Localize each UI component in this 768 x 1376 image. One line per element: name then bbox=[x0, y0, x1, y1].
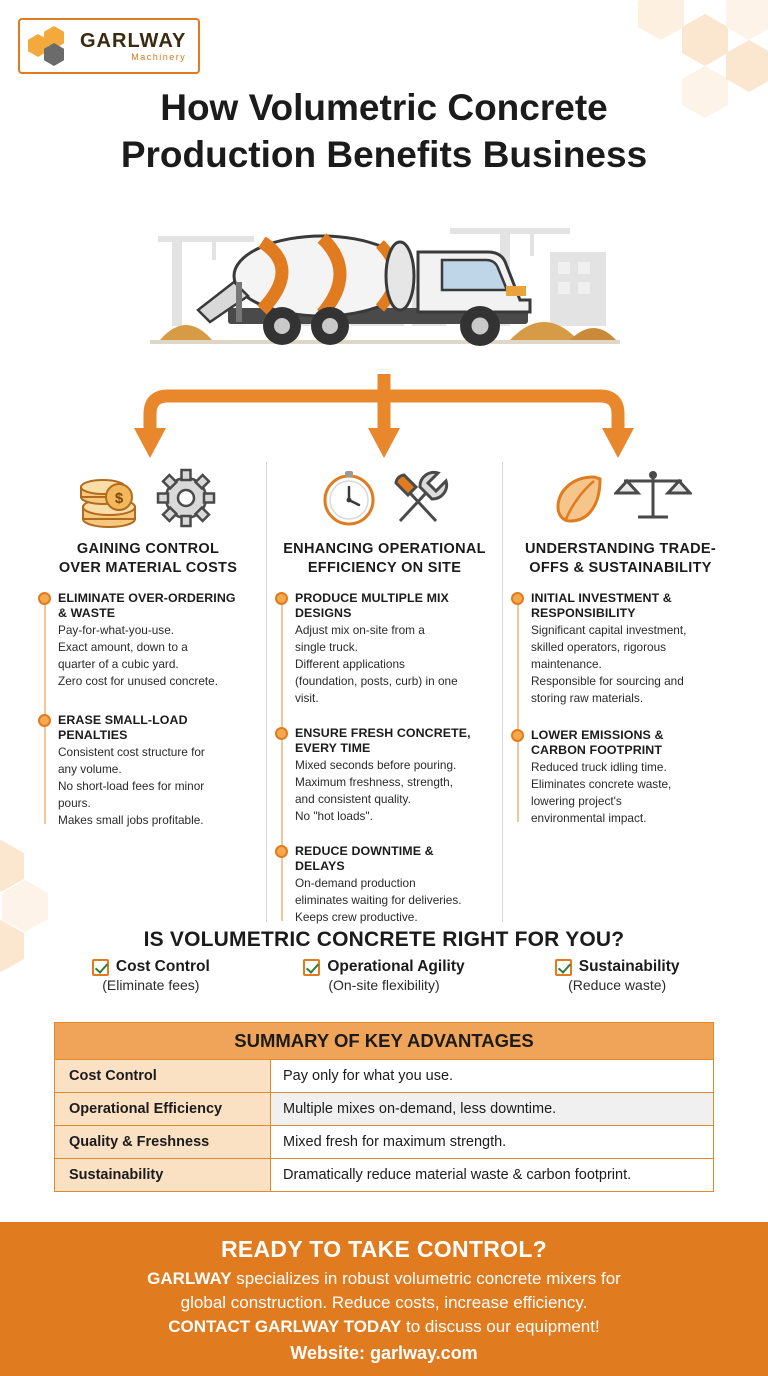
item-line: single truck. bbox=[295, 639, 358, 654]
item-line: No short-load fees for minor bbox=[58, 779, 205, 794]
item-line: pours. bbox=[58, 796, 91, 811]
tools-icon bbox=[386, 467, 452, 529]
item-line: Consistent cost structure for bbox=[58, 744, 205, 759]
footer-title: READY TO TAKE CONTROL? bbox=[220, 1236, 548, 1262]
item-line: Responsible for sourcing and bbox=[531, 674, 684, 689]
table-cell-value: Pay only for what you use. bbox=[271, 1060, 713, 1092]
item-line: Maximum freshness, strength, bbox=[295, 775, 454, 790]
gear-icon bbox=[155, 467, 217, 529]
item-title-line1: LOWER EMISSIONS & bbox=[531, 728, 664, 743]
item-line: (foundation, posts, curb) in one bbox=[295, 674, 458, 689]
concrete-mixer-truck-illustration bbox=[150, 190, 620, 370]
column-heading-line1: GAINING CONTROL bbox=[76, 541, 220, 557]
table-row bbox=[55, 1159, 713, 1191]
column-items bbox=[511, 591, 730, 826]
item-line: lowering project's bbox=[531, 794, 622, 809]
item-line: any volume. bbox=[58, 762, 122, 777]
hexagon-logo-icon bbox=[28, 26, 72, 66]
item-line: visit. bbox=[295, 691, 319, 706]
footer-line3-rest: to discuss our equipment! bbox=[401, 1317, 600, 1337]
checklist-item-operational-agility[interactable] bbox=[269, 958, 499, 993]
item-line: and consistent quality. bbox=[295, 792, 411, 807]
column-icons bbox=[38, 462, 258, 534]
item-line: Eliminates concrete waste, bbox=[531, 777, 672, 792]
summary-table-title: SUMMARY OF KEY ADVANTAGES bbox=[55, 1023, 713, 1060]
item-title-line1: REDUCE DOWNTIME & bbox=[295, 844, 434, 859]
item-line: skilled operators, rigorous bbox=[531, 639, 667, 654]
item-title-line1: PRODUCE MULTIPLE MIX bbox=[295, 591, 449, 606]
checklist bbox=[36, 958, 732, 993]
brand-logo bbox=[18, 18, 200, 74]
checklist-item-sub: (Eliminate fees) bbox=[102, 977, 200, 993]
checklist-item-sub: (Reduce waste) bbox=[568, 977, 667, 993]
coins-icon bbox=[79, 467, 149, 529]
brand-tagline: Machinery bbox=[131, 51, 187, 62]
bullet-icon bbox=[275, 727, 288, 740]
item-title-line2: PENALTIES bbox=[58, 728, 128, 743]
table-row bbox=[55, 1060, 713, 1093]
checkbox-checked-icon[interactable] bbox=[555, 959, 572, 976]
footer-contact-cta: CONTACT GARLWAY TODAY bbox=[168, 1317, 402, 1337]
footer-cta bbox=[0, 1222, 768, 1376]
table-cell-key: Sustainability bbox=[55, 1159, 271, 1191]
item-line: quarter of a cubic yard. bbox=[58, 657, 179, 672]
item-title-line1: INITIAL INVESTMENT & bbox=[531, 591, 672, 606]
footer-brand: GARLWAY bbox=[147, 1269, 232, 1288]
item-line: Different applications bbox=[295, 657, 405, 672]
item-line: Significant capital investment, bbox=[531, 622, 687, 637]
column-heading-line1: UNDERSTANDING TRADE- bbox=[524, 541, 716, 557]
column-icons bbox=[511, 462, 730, 534]
list-item bbox=[58, 591, 258, 689]
item-line: Mixed seconds before pouring. bbox=[295, 758, 457, 773]
summary-table bbox=[54, 1022, 714, 1192]
page-title bbox=[0, 84, 768, 179]
bullet-icon bbox=[511, 729, 524, 742]
table-cell-key: Quality & Freshness bbox=[55, 1126, 271, 1158]
table-cell-key: Cost Control bbox=[55, 1060, 271, 1092]
column-heading-line2: OVER MATERIAL COSTS bbox=[58, 559, 238, 576]
item-title-line2: RESPONSIBILITY bbox=[531, 605, 636, 620]
checklist-item-sustainability[interactable] bbox=[502, 958, 732, 993]
item-line: eliminates waiting for deliveries. bbox=[295, 893, 462, 908]
item-title-line2: & WASTE bbox=[58, 605, 116, 620]
item-title-line2: CARBON FOOTPRINT bbox=[531, 743, 663, 758]
brand-name: GARLWAY bbox=[80, 29, 187, 52]
item-line: Zero cost for unused concrete. bbox=[58, 674, 218, 689]
column-heading-line2: OFFS & SUSTAINABILITY bbox=[529, 559, 712, 576]
table-cell-value: Dramatically reduce material waste & carbon footprint. bbox=[271, 1159, 713, 1191]
table-cell-key: Operational Efficiency bbox=[55, 1093, 271, 1125]
list-item bbox=[531, 591, 730, 706]
footer-body bbox=[0, 1267, 768, 1339]
column-heading bbox=[275, 540, 494, 577]
bullet-icon bbox=[511, 592, 524, 605]
footer-line1-rest: specializes in robust volumetric concrete mixers for bbox=[231, 1269, 621, 1288]
page-title-line2: Production Benefits Business bbox=[120, 134, 648, 176]
table-cell-value: Mixed fresh for maximum strength. bbox=[271, 1126, 713, 1158]
balance-scale-icon bbox=[614, 467, 692, 529]
column-heading bbox=[511, 540, 730, 577]
footer-line2: global construction. Reduce costs, increase efficiency. bbox=[180, 1293, 588, 1313]
item-title-line1: ELIMINATE OVER-ORDERING bbox=[58, 591, 236, 606]
item-line: Keeps crew productive. bbox=[295, 910, 418, 925]
item-line: On-demand production bbox=[295, 876, 416, 891]
list-item bbox=[531, 728, 730, 826]
list-item bbox=[58, 713, 258, 828]
item-line: storing raw materials. bbox=[531, 691, 644, 706]
item-line: maintenance. bbox=[531, 657, 602, 672]
column-operational-efficiency bbox=[266, 462, 502, 925]
clock-icon bbox=[318, 467, 380, 529]
column-heading bbox=[38, 540, 258, 577]
benefit-columns bbox=[30, 462, 738, 925]
column-items bbox=[275, 591, 494, 925]
list-item bbox=[295, 844, 494, 925]
item-line: environmental impact. bbox=[531, 811, 647, 826]
column-sustainability bbox=[502, 462, 738, 922]
item-line: Adjust mix on-site from a bbox=[295, 622, 425, 637]
footer-website[interactable]: Website: garlway.com bbox=[290, 1343, 478, 1364]
column-icons bbox=[275, 462, 494, 534]
leaf-icon bbox=[550, 467, 608, 529]
page-title-line1: How Volumetric Concrete bbox=[160, 87, 608, 128]
column-heading-line2: EFFICIENCY ON SITE bbox=[307, 559, 462, 576]
item-line: Exact amount, down to a bbox=[58, 639, 188, 654]
flow-arrows bbox=[0, 370, 768, 460]
checkbox-checked-icon[interactable] bbox=[303, 959, 320, 976]
checklist-item-label: Sustainability bbox=[578, 958, 680, 975]
checklist-item-label: Cost Control bbox=[115, 958, 210, 975]
checklist-item-label: Operational Agility bbox=[327, 958, 465, 975]
item-title-line1: ENSURE FRESH CONCRETE, bbox=[295, 726, 471, 741]
column-cost-control bbox=[30, 462, 266, 922]
item-line: Pay-for-what-you-use. bbox=[58, 622, 175, 637]
column-heading-line1: ENHANCING OPERATIONAL bbox=[283, 541, 486, 557]
item-line: Reduced truck idling time. bbox=[531, 760, 667, 775]
checklist-item-cost-control[interactable] bbox=[36, 958, 266, 993]
bullet-icon bbox=[38, 592, 51, 605]
item-title-line2: DESIGNS bbox=[295, 605, 352, 620]
column-items bbox=[38, 591, 258, 828]
bullet-icon bbox=[38, 714, 51, 727]
bullet-icon bbox=[275, 592, 288, 605]
table-row bbox=[55, 1126, 713, 1159]
list-item bbox=[295, 726, 494, 824]
table-cell-value: Multiple mixes on-demand, less downtime. bbox=[271, 1093, 713, 1125]
checklist-title: IS VOLUMETRIC CONCRETE RIGHT FOR YOU? bbox=[143, 928, 625, 951]
item-title-line2: DELAYS bbox=[295, 859, 345, 874]
item-title-line1: ERASE SMALL-LOAD bbox=[58, 713, 188, 728]
item-line: No "hot loads". bbox=[295, 809, 373, 824]
checkbox-checked-icon[interactable] bbox=[92, 959, 109, 976]
item-line: Makes small jobs profitable. bbox=[58, 813, 204, 828]
item-title-line2: EVERY TIME bbox=[295, 741, 371, 756]
bullet-icon bbox=[275, 845, 288, 858]
svg-text:$: $ bbox=[114, 490, 124, 507]
checklist-item-sub: (On-site flexibility) bbox=[328, 977, 440, 993]
table-row bbox=[55, 1093, 713, 1126]
list-item bbox=[295, 591, 494, 706]
